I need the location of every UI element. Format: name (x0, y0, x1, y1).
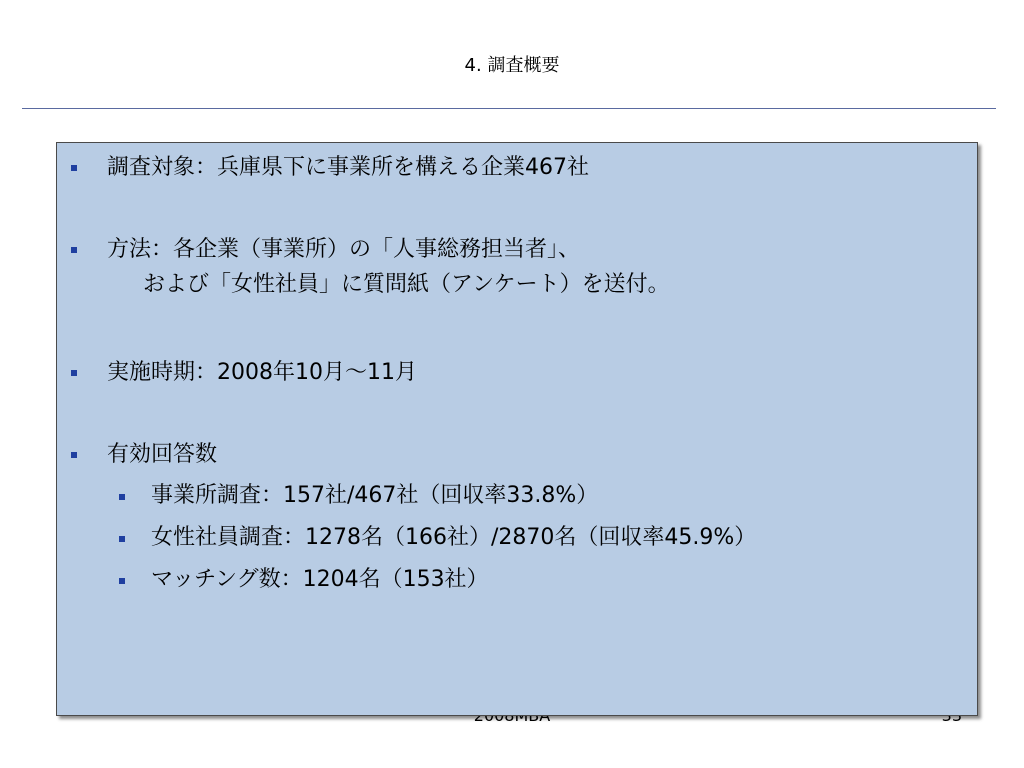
bullet-square-icon (71, 247, 77, 253)
content-box (56, 142, 978, 716)
sub-bullet-square-icon (119, 536, 125, 542)
bullet-text: 調査対象：兵庫県下に事業所を構える企業467社 (107, 155, 589, 180)
title-divider (22, 108, 996, 109)
sub-bullet-text: マッチング数：1204名（153社） (151, 567, 489, 592)
bullet-square-icon (71, 165, 77, 171)
sub-bullet-text: 事業所調査：157社/467社（回収率33.8%） (151, 483, 599, 508)
bullet-square-icon (71, 452, 77, 458)
bullet-text: 方法：各企業（事業所）の「人事総務担当者」、 (107, 237, 581, 262)
bullet-text-continuation: および「女性社員」に質問紙（アンケート）を送付。 (143, 272, 670, 297)
bullet-text: 実施時期：2008年10月～11月 (107, 360, 417, 385)
bullet-square-icon (71, 370, 77, 376)
slide-title: 4. 調査概要 (464, 55, 560, 76)
sub-bullet-square-icon (119, 494, 125, 500)
sub-bullet-text: 女性社員調査：1278名（166社）/2870名（回収率45.9%） (151, 525, 757, 550)
sub-bullet-square-icon (119, 578, 125, 584)
bullet-text: 有効回答数 (107, 442, 218, 467)
